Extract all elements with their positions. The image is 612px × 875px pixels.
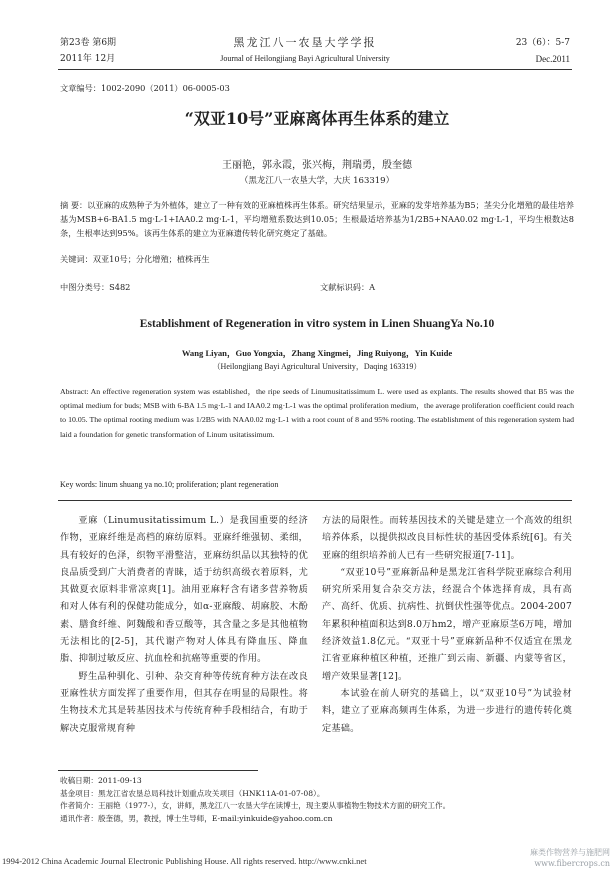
footnote-rule — [58, 770, 258, 771]
body-paragraph: 野生品种驯化、引种、杂交育种等传统育种方法在改良亚麻性状方面发挥了重要作用，但其存在明显的局限性。将生物技术尤其是转基因技术与传统育种手段相结合，有助于解决克服常规育种 — [60, 670, 308, 734]
body-paragraph: “双亚10号”亚麻新品种是黑龙江省科学院亚麻综合利用研究所采用复合杂交方法，经混合个体选择育成，具有高产、高纤、优质、抗病性、抗倒伏性强等优点。2004-2007年累积种植面积达到8.0万hm2，增产亚麻原茎6万吨，增加经济效益1.8亿元。“双亚十号”亚麻新品种不仅适宜在黑龙江省亚麻种植区种植，还推广到云南、新疆、内蒙等省区，增产效果显著[12]。 — [322, 566, 572, 682]
title-cn: “双亚10号”亚麻离体再生体系的建立 — [184, 109, 450, 128]
header-rule — [58, 69, 572, 70]
authors-en: Wang Liyan，Guo Yongxia，Zhang Xingmei，Jing Ruiyong，Yin Kuide — [181, 348, 453, 358]
issue-date: Dec.2011 — [535, 54, 570, 64]
keywords-en: Key words: linum shuang ya no.10; proliferation; plant regeneration — [60, 480, 279, 489]
page-range: 23（6）：5-7 — [515, 38, 570, 48]
article-id: 文章编号：1002-2090（2011）06-0005-03 — [60, 83, 230, 93]
affiliation-cn: （黑龙江八一农垦大学，大庆 163319） — [239, 176, 395, 186]
received-date: 收稿日期：2011-09-13 — [60, 776, 142, 785]
body-paragraph: 亚麻（Linumusitatissimum L.）是我国重要的经济作物，亚麻纤维是高档的麻纺原料。亚麻纤维强韧、柔细，具有较好的色泽，织物平滑整洁，亚麻纺织品以其独特的优良品质受到广大消费者的青睐，适于纺织高级衣着原料，尤其做夏衣原料非常凉爽[1]。油用亚麻籽含有诸多营养物质和对人体有利的保健功能成分，如α-亚麻酸、胡麻胶、木酚素、膳食纤维、阿魏酸和香豆酸等，其含量之多是其他植物无法相比的[2-5]，其代谢产物对人体具有降血压、降血脂、抑制过敏反应、抗血栓和抗癌等重要的作用。 — [60, 515, 308, 665]
document-code: 文献标识码：A — [320, 282, 376, 292]
abstract-rule — [58, 500, 572, 501]
body-paragraph: 本试验在前人研究的基础上，以“双亚10号”为试验材料，建立了亚麻高频再生体系，为进一步进行的遗传转化奠定基础。 — [322, 687, 572, 734]
title-en: Establishment of Regeneration in vitro system in Linen ShuangYa No.10 — [139, 318, 495, 330]
author-bio: 作者简介：王丽艳（1977-），女，讲师，黑龙江八一农垦大学在读博士，现主要从事植物生物技术方面的研究工作。 — [60, 801, 451, 810]
classification-number: 中图分类号：S482 — [60, 282, 131, 292]
abstract-cn: 摘 要：以亚麻的成熟种子为外植体，建立了一种有效的亚麻植株再生体系。研究结果显示，亚麻的发芽培养基为B5；茎尖分化增殖的最佳培养基为MSB+6-BA1.5 mg·L-1+IAA0.2 mg·L-1，平均增殖系数达到10.05；生根最适培养基为1/2B5+NAA0.02 mg·L-1，平均生根数达8条，生根率达到95%。该再生体系的建立为亚麻遗传转化研究奠定了基础。 — [60, 200, 574, 238]
body-column-right — [322, 512, 572, 737]
affiliation-en: （Heilongjiang Bayi Agricultural University，Daqing 163319） — [212, 362, 422, 371]
footnotes — [60, 775, 574, 825]
abstract-en: Abstract: An effective regeneration system was established，the ripe seeds of Linumusitatissimum L. were used as explants. The results showed that B5 was the optimal medium for buds; MSB with 6-BA 1.5 mg·L-1 and IAA0.2 mg·L-1 was the optimal proliferation medium，the average proliferation coefficient could reach to 10.05. The optimal rooting medium was 1/2B5 with NAA0.02 mg·L-1 with a root count of 8 and 95% rooting. The establishment of this regeneration system had laid a foundation for genetic transformation of Linum usitatissimum. — [60, 387, 574, 439]
funding-note: 基金项目：黑龙江省农垦总局科技计划重点攻关项目（HNK11A-01-07-08）。 — [60, 788, 325, 798]
keywords-cn: 关键词：双亚10号；分化增殖；植株再生 — [60, 254, 210, 264]
body-column-left — [60, 512, 308, 737]
year-month: 2011年 12月 — [60, 54, 116, 64]
corresponding-author: 通讯作者：殷奎德，男，教授，博士生导师，E-mail:yinkuide@yahoo.com.cn — [60, 813, 333, 823]
copyright-footer: 1994-2012 China Academic Journal Electronic Publishing House. All rights reserved. http://www.cnki.net — [2, 856, 367, 866]
journal-title-en: Journal of Heilongjiang Bayi Agricultural University — [220, 54, 390, 63]
body-paragraph: 方法的局限性。而转基因技术的关键是建立一个高效的组织培养体系，以提供拟改良目标性状的基因受体系统[6]。有关亚麻的组织培养前人已有一些研究报道[7-11]。 — [322, 515, 572, 561]
site-watermark: 麻类作物营养与施肥网 www.fibercrops.cn — [530, 848, 610, 868]
journal-title-cn: 黑龙江八一农垦大学学报 — [233, 36, 377, 49]
authors-cn: 王丽艳，郭永霞，张兴梅，荆瑞勇，殷奎德 — [222, 160, 412, 171]
volume-issue: 第23卷 第6期 — [60, 38, 117, 48]
